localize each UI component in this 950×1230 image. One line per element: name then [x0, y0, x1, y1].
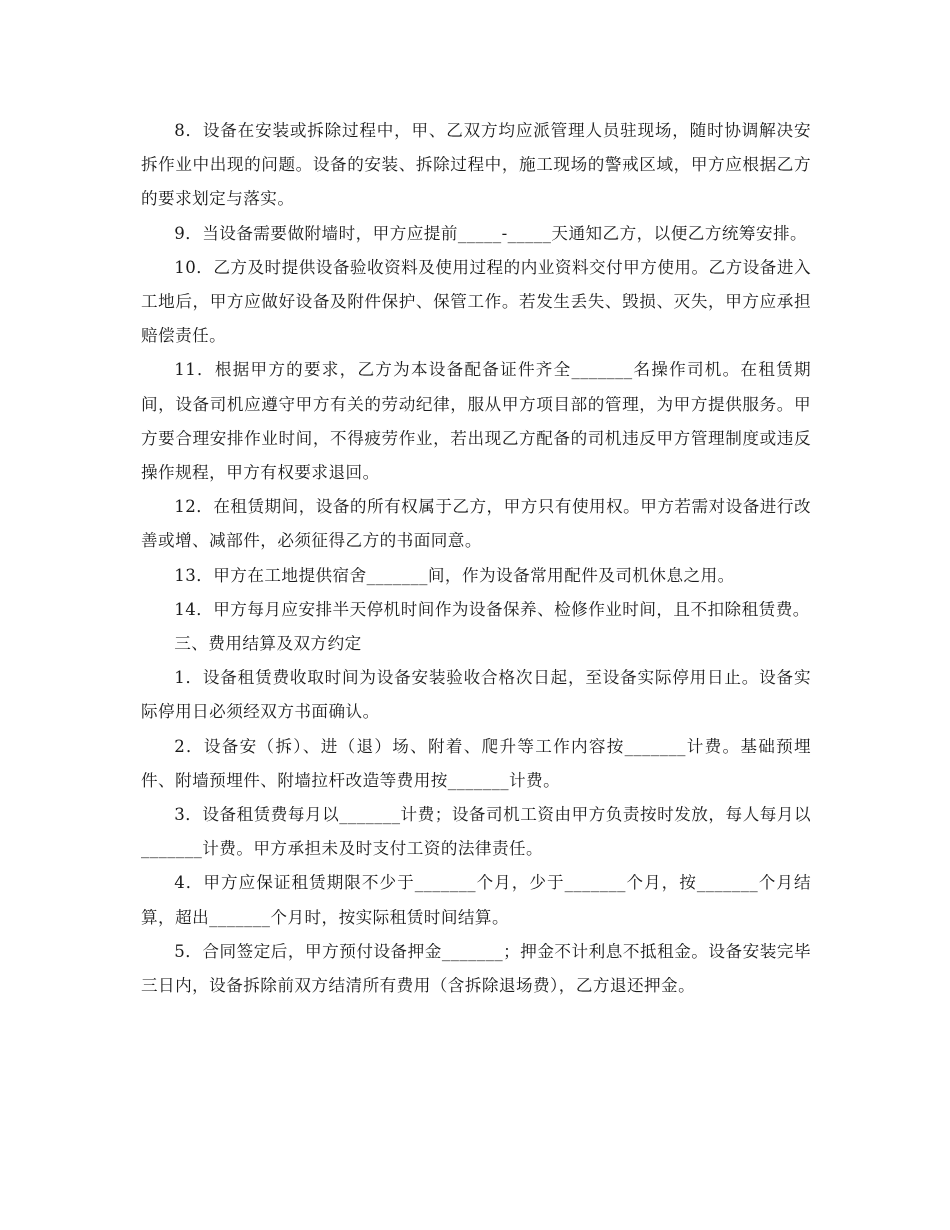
- fee-clause-3: 3．设备租赁费每月以_______计费；设备司机工资由甲方负责按时发放，每人每月以_______计费。甲方承担未及时支付工资的法律责任。: [141, 805, 811, 859]
- fee-clause-2: 2．设备安（拆）、进（退）场、附着、爬升等工作内容按_______计费。基础预埋件、附墙预埋件、附墙拉杆改造等费用按_______计费。: [141, 736, 811, 790]
- fee-clause-4: 4．甲方应保证租赁期限不少于_______个月，少于_______个月，按_______个月结算，超出_______个月时，按实际租赁时间结算。: [141, 873, 811, 927]
- clause-13: 13．甲方在工地提供宿舍_______间，作为设备常用配件及司机休息之用。: [174, 565, 735, 585]
- section-heading-fee-settlement: 三、费用结算及双方约定: [174, 634, 362, 654]
- clause-12: 12．在租赁期间，设备的所有权属于乙方，甲方只有使用权。甲方若需对设备进行改善或增、减部件，必须征得乙方的书面同意。: [141, 497, 811, 551]
- clause-10: 10．乙方及时提供设备验收资料及使用过程的内业资料交付甲方使用。乙方设备进入工地后，甲方应做好设备及附件保护、保管工作。若发生丢失、毁损、灭失，甲方应承担赔偿责任。: [141, 257, 811, 346]
- fee-clause-5: 5．合同签定后，甲方预付设备押金_______；押金不计利息不抵租金。设备安装完毕三日内，设备拆除前双方结清所有费用（含拆除退场费），乙方退还押金。: [141, 941, 811, 996]
- clause-14: 14．甲方每月应安排半天停机时间作为设备保养、检修作业时间，且不扣除租赁费。: [174, 599, 810, 619]
- document-body: [141, 114, 811, 1003]
- fee-clause-1: 1．设备租赁费收取时间为设备安装验收合格次日起，至设备实际停用日止。设备实际停用日必须经双方书面确认。: [141, 668, 811, 722]
- clause-11: 11．根据甲方的要求，乙方为本设备配备证件齐全_______名操作司机。在租赁期间，设备司机应遵守甲方有关的劳动纪律，服从甲方项目部的管理，为甲方提供服务。甲方要合理安排作业时间，不得疲劳作业，若出现乙方配备的司机违反甲方管理制度或违反操作规程，甲方有权要求退回。: [141, 360, 811, 483]
- clause-9: 9．当设备需要做附墙时，甲方应提前_____-_____天通知乙方，以便乙方统筹安排。: [174, 223, 808, 243]
- clause-8: 8．设备在安装或拆除过程中，甲、乙双方均应派管理人员驻现场，随时协调解决安拆作业中出现的问题。设备的安装、拆除过程中，施工现场的警戒区域，甲方应根据乙方的要求划定与落实。: [141, 121, 811, 209]
